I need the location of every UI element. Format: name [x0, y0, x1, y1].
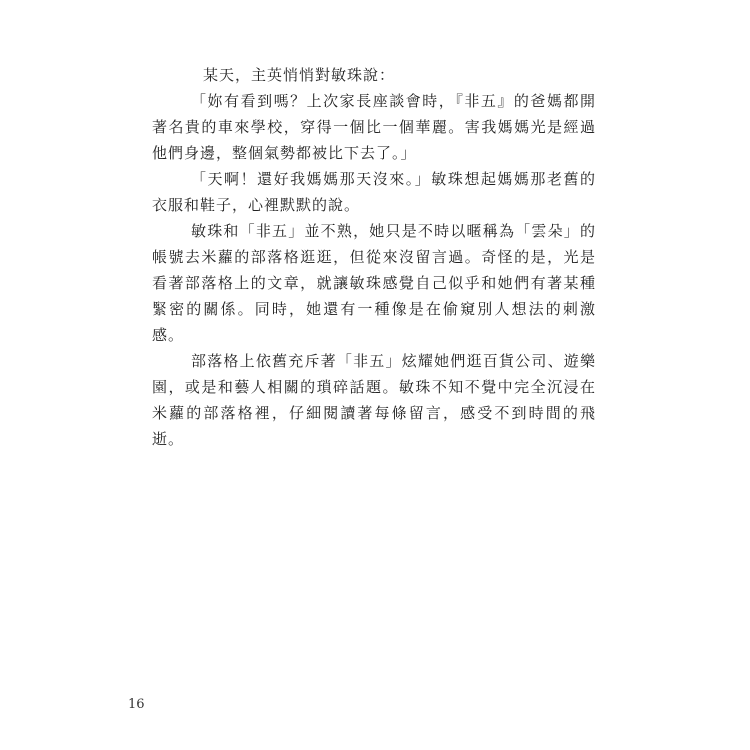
paragraph-1: 某天，主英悄悄對敏珠說： [203, 66, 396, 84]
paragraph-3: 「天啊！還好我媽媽那天沒來。」敏珠想起媽媽那老舊的衣服和鞋子，心裡默默的說。 [152, 170, 596, 214]
paragraph-5: 部落格上依舊充斥著「非五」炫耀她們逛百貨公司、遊樂園，或是和藝人相關的瑣碎話題。敏珠不知不覺中完全沉浸在米蘿的部落格裡，仔細閱讀著每條留言，感受不到時間的飛逝。 [152, 352, 596, 448]
paragraph-4: 敏珠和「非五」並不熟，她只是不時以暱稱為「雲朵」的帳號去米蘿的部落格逛逛，但從來沒留言過。奇怪的是，光是看著部落格上的文章，就讓敏珠感覺自己似乎和她們有著某種緊密的關係。同時，她還有一種像是在偷窺別人想法的刺激感。 [152, 222, 596, 344]
body-text [152, 62, 596, 452]
page-number: 16 [128, 697, 145, 712]
paragraph-2: 「妳有看到嗎？上次家長座談會時，『非五』的爸媽都開著名貴的車來學校，穿得一個比一個華麗。害我媽媽光是經過他們身邊，整個氣勢都被比下去了。」 [152, 92, 596, 162]
